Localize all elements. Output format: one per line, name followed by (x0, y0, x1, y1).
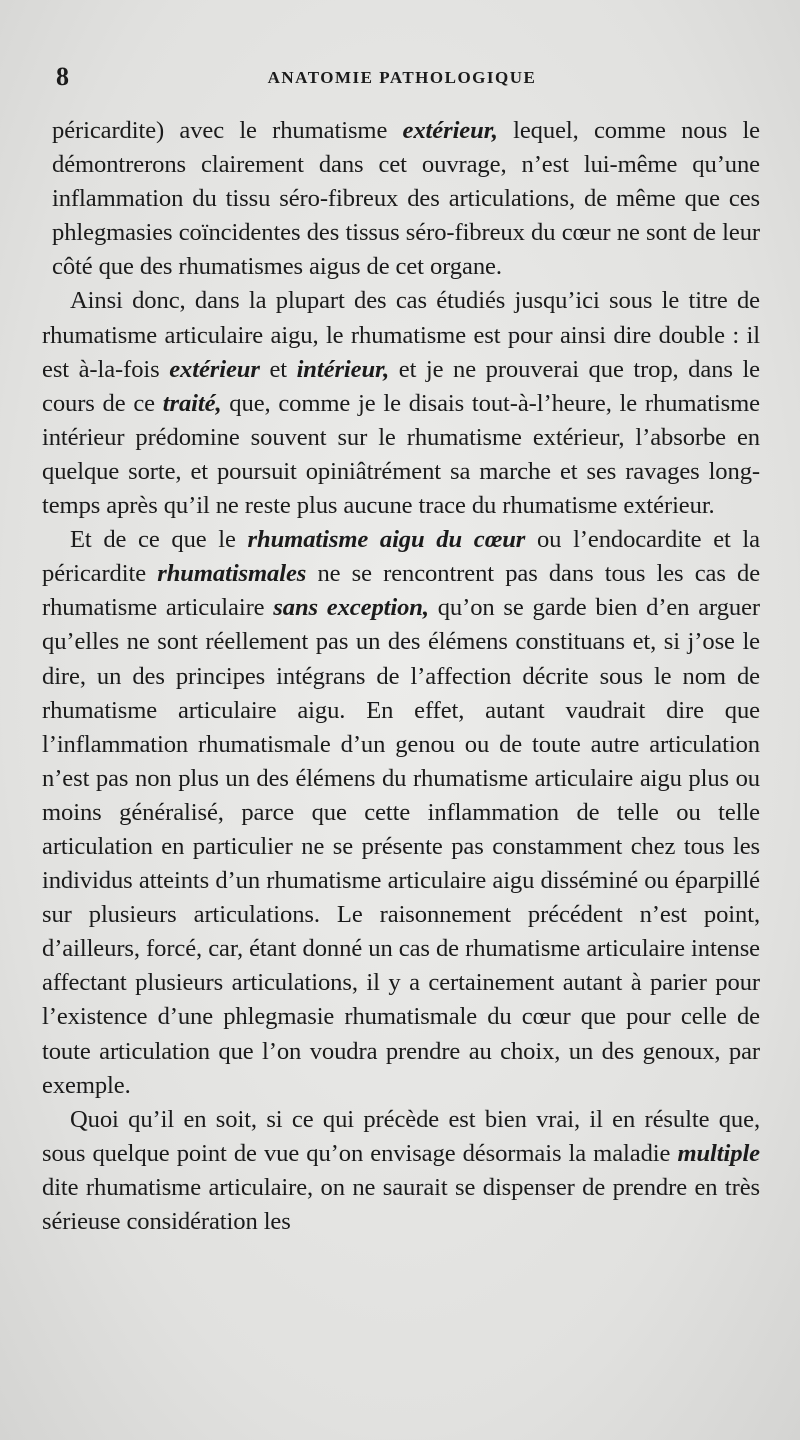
text-run: lequel, comme nous le démontrerons clairement dans cet ouvrage, n’est lui-même qu’une inflammation du tissu séro-fibreux des articulations, de même que ces phlegmasies coïncidentes des tissus séro-fibreux du cœur ne sont de leur côté que des rhumatismes aigus de cet organe. (52, 117, 760, 281)
text-run: Quoi qu’il en soit, si ce qui précède est bien vrai, il en résulte que, sous quelque point de vue qu’on envisage désormais la maladie (42, 1105, 760, 1167)
text-run: et je ne prouverai que trop, dans le cours de ce (42, 355, 760, 417)
text-run: péricardite) avec le rhumatisme (52, 117, 403, 144)
page-number: 8 (56, 62, 70, 91)
paragraph (42, 1103, 760, 1239)
italic-text: intérieur, (296, 355, 390, 383)
text-run: ne se rencontrent pas dans tous les cas de rhumatisme articulaire (42, 560, 761, 622)
paragraph (42, 284, 760, 523)
text-run: que, comme je le disais tout-à-l’heure, le rhumatisme intérieur prédomine souvent sur le rhumatisme extérieur, l’absorbe en quelque sorte, et poursuit opiniâtrément sa marche et ses ravages long-temps après qu’il ne reste plus aucune trace du rhumatisme extérieur. (42, 389, 760, 520)
text-run: ou l’endocardite et la péricardite (42, 526, 760, 588)
italic-text: rhumatisme aigu du cœur (247, 526, 526, 554)
italic-text: sans exception, (273, 594, 429, 622)
paragraph (42, 523, 760, 1103)
italic-text: multiple (677, 1139, 760, 1167)
running-title: ANATOMIE PATHOLOGIQUE (267, 68, 537, 87)
paragraph (52, 114, 760, 284)
text-run: Et de ce que le (70, 526, 248, 554)
italic-text: rhumatismales (157, 560, 307, 588)
italic-text: traité, (162, 389, 222, 417)
text-run: et (259, 355, 297, 383)
body-text (42, 114, 760, 1239)
text-run: qu’on se garde bien d’en arguer qu’elles ne sont réellement pas un des élémens constituans et, si j’ose le dire, un des principes intégrans de l’affection décrite sous le nom de rhumatisme articulaire aigu. En effet, autant vaudrait dire que l’inflammation rhumatismale d’un genou ou de toute autre articulation n’est pas non plus un des élémens du rhumatisme articulaire aigu plus ou moins généralisé, parce que cette inflammation de telle ou telle articulation en particulier ne se présente pas constamment chez tous les individus atteints d’un rhumatisme articulaire aigu disséminé ou éparpillé sur plusieurs articulations. Le raisonnement précédent n’est point, d’ailleurs, forcé, car, étant donné un cas de rhumatisme articulaire intense affectant plusieurs articulations, il y a certainement autant à parier pour l’existence d’une phlegmasie rhumatismale du cœur que pour celle de toute articulation que l’on voudra prendre au choix, un des genoux, par exemple. (42, 594, 761, 1099)
text-run: dite rhumatisme articulaire, on ne saurait se dispenser de prendre en très sérieuse considération les (42, 1173, 760, 1235)
page-header (44, 62, 760, 92)
italic-text: extérieur (169, 355, 260, 383)
text-run: Ainsi donc, dans la plupart des cas étudiés jusqu’ici sous le titre de rhumatisme articulaire aigu, le rhumatisme est pour ainsi dire double : il est à-la-fois (42, 287, 760, 383)
italic-text: extérieur, (402, 117, 498, 144)
